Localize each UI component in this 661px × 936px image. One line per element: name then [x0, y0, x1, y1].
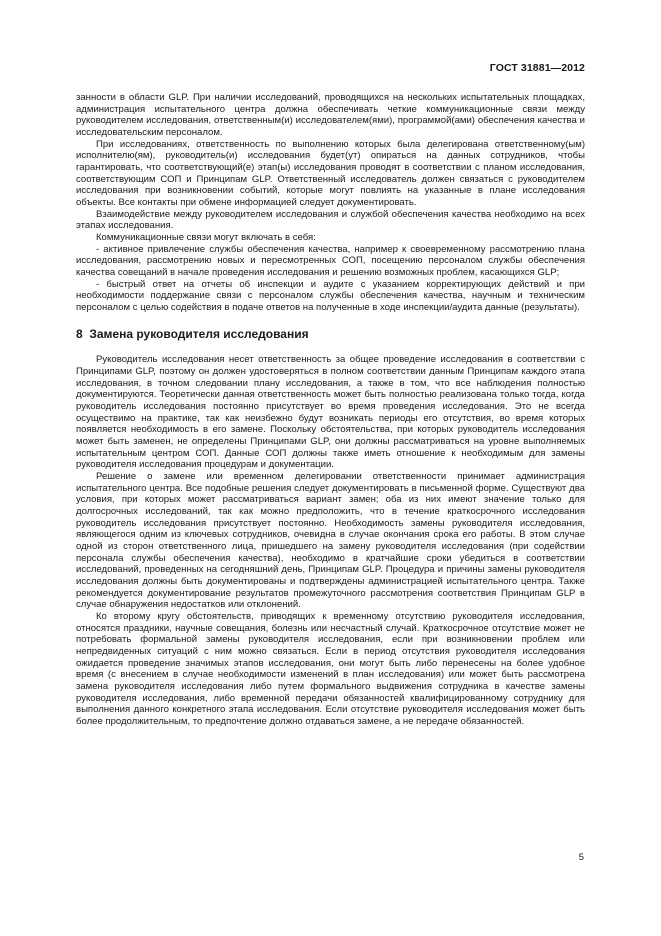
document-body	[76, 92, 585, 727]
section-heading	[76, 327, 585, 341]
paragraph: При исследованиях, ответственность по выполнению которых была делегирована ответственному(ым) исполнителю(ям), руководитель(и) исследования будет(ут) опираться на данных сотрудников, чтобы гарантировать, что соответствующий(е) этап(ы) исследования проводят в соответствии с планом исследования, соответствующим СОП и Принципам GLP. Ответственный исследователь должен связаться с руководителем исследования при возникновении событий, которые могут повлиять на указанные в плане исследования объекты. Все контакты при обмене информацией следует документировать.	[76, 138, 585, 208]
list-item: - активное привлечение службы обеспечения качества, например к своевременному рассмотрению плана исследования, рассмотрению новых и пересмотренных СОП, посещению персоналом службы обеспечения качества совещаний в начале проведения исследования и решению возможных проблем, касающихся GLP;	[76, 243, 585, 278]
paragraph: Коммуникационные связи могут включать в себя:	[96, 231, 316, 243]
standard-header: ГОСТ 31881—2012	[489, 62, 585, 74]
paragraph-continued: занности в области GLP. При наличии исследований, проводящихся на нескольких испытательных площадках, администрация испытательного центра должна обеспечивать четкие коммуникационные связи между руководителем исследования, ответственным(и) исследователем(ями), программой(ами) обеспечения качества и исследовательским персоналом.	[76, 92, 585, 138]
section-title: Замена руководителя исследования	[89, 327, 309, 342]
page-number: 5	[578, 852, 584, 863]
paragraph: Ко второму кругу обстоятельств, приводящих к временному отсутствию руководителя исследования, относятся праздники, научные совещания, болезнь или несчастный случай. Краткосрочное отсутствие может не потребовать формальной замены руководителя исследования, если при возникновении проблем или непредвиденных ситуаций с ним можно связаться. Если в период отсутствия руководителя исследования ожидается проведение значимых этапов исследования, они могут быть либо перенесены на более удобное время (с внесением в случае необходимости изменений в план исследования) или может быть рассмотрена замена руководителя исследования либо путем формального выдвижения сотрудника в качестве замены руководителя исследования, либо временной передачи обязанностей квалифицированному сотруднику для выполнения данного конкретного этапа исследования. Если отсутствие руководителя исследования может быть более продолжительным, то предпочтение должно отдаваться замене, а не передаче обязанностей.	[76, 610, 585, 727]
paragraph: Решение о замене или временном делегировании ответственности принимает администрация испытательного центра. Все подобные решения следует документировать в письменной форме. Существуют два условия, при которых может рассматриваться вариант замен; оба из них имеют значение только для долгосрочных исследований, так как можно предположить, что в течение краткосрочного исследования руководитель исследования присутствует постоянно. Необходимость замены руководителя исследования, являющегося одним из ключевых сотрудников, очевидна в случае окончания срока его работы. В этом случае одной из сторон ответственного лица, пришедшего на замену руководителя исследования (при содействии персонала службы обеспечения качества), необходимо в кратчайшие сроки убедиться в соответствии исследований, проведенных на сегодняшний день, Принципам GLP. Процедура и причины замены руководителя исследования должны быть документированы и подтверждены администрацией испытательного центра. Также рекомендуется документирование результатов промежуточного рассмотрения соответствия Принципам GLP в случае обнаружения недостатков или отклонений.	[76, 471, 585, 611]
list-item: - быстрый ответ на отчеты об инспекции и аудите с указанием корректирующих действий и при необходимости поддержание связи с персоналом службы обеспечения качества, научным и техническим персоналом с целью содействия в подаче ответов на полученные в ходе инспекции/аудита данные (результаты).	[76, 278, 585, 313]
paragraph: Руководитель исследования несет ответственность за общее проведение исследования в соответствии с Принципами GLP, поэтому он должен удостоверяться в полном соответствии данным Принципам каждого этапа исследования, в точном следовании плану исследования, а также в том, что все наблюдения полностью документируются. Теоретически данная ответственность может быть полностью реализована только тогда, когда руководитель исследования постоянно присутствует во время проведения исследования. Это не всегда осуществимо на практике, так как неизбежно будут возникать периоды его отсутствия, во время которых появляется необходимость в его замене. Поскольку обстоятельства, при которых руководитель исследования может быть заменен, не определены Принципами GLP, они должны рассматриваться на уровне выполняемых испытательным центром СОП. Данные СОП должны также иметь отношение к необходимым для замены руководителя исследования процедурам и документации.	[76, 354, 585, 471]
paragraph: Взаимодействие между руководителем исследования и службой обеспечения качества необходимо на всех этапах исследования.	[76, 208, 585, 232]
section-number: 8	[76, 327, 83, 342]
